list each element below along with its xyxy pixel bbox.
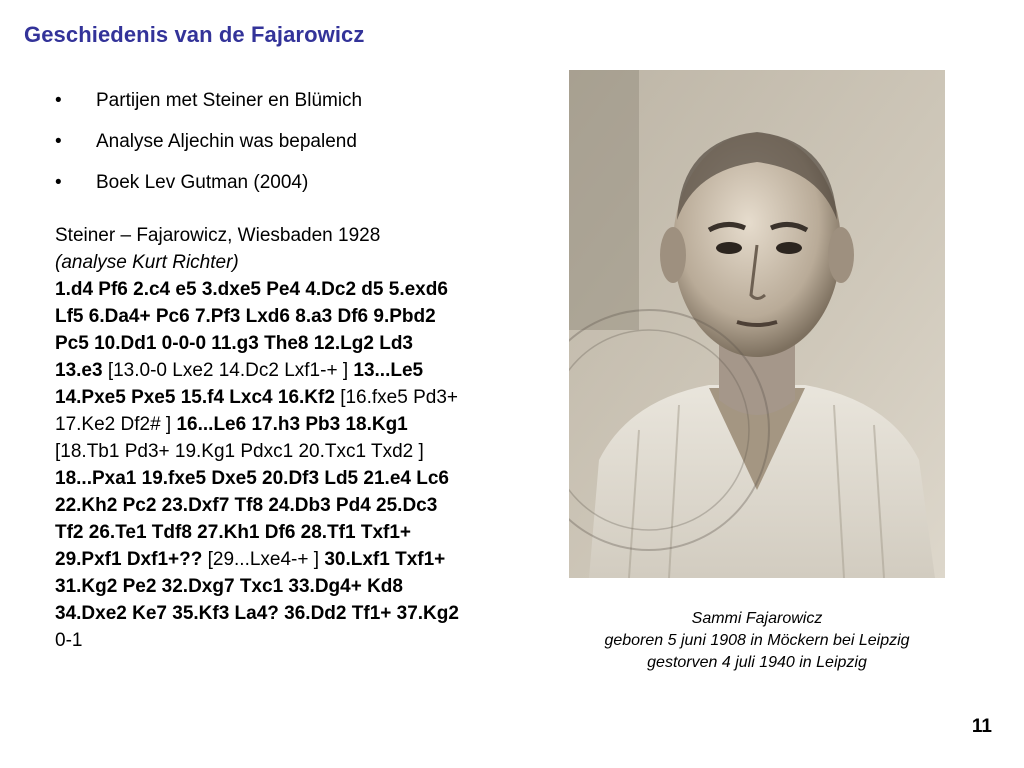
variation: [18.Tb1 Pd3+ 19.Kg1 Pdxc1 20.Txc1 Txd2 ] [55, 441, 424, 462]
bullet-text: Partijen met Steiner en Blümich [96, 90, 363, 111]
main-line-moves: 30.Lxf1 Txf1+ 31.Kg2 Pe2 32.Dxg7 Txc1 33.Dg4+ Kd8 34.Dxe2 Ke7 35.Kf3 La4? 36.Dd2 Tf1+ 37.Kg2 [55, 549, 459, 624]
bullet-list [55, 88, 362, 211]
game-notation [55, 222, 465, 654]
variation: [13.0-0 Lxe2 14.Dc2 Lxf1-+ ] [102, 360, 354, 381]
bullet-dot-icon: • [55, 90, 62, 111]
photo-caption [556, 608, 958, 674]
caption-name: Sammi Fajarowicz [691, 610, 823, 627]
game-heading: Steiner – Fajarowicz, Wiesbaden 1928 [55, 225, 381, 246]
bullet-item [55, 88, 362, 129]
variation: [29...Lxe4-+ ] [202, 549, 320, 570]
main-line-moves: 16...Le6 17.h3 Pb3 18.Kg1 [176, 414, 408, 435]
main-line-moves: 18...Pxa1 19.fxe5 Dxe5 20.Df3 Ld5 21.e4 Lc6 22.Kh2 Pc2 23.Dxf7 Tf8 24.Db3 Pd4 25.Dc3 Tf2 26.Te1 Tdf8 27.Kh1 Df6 28.Tf1 Txf1+ 29.Pxf1 Dxf1+?? [55, 468, 449, 570]
main-line-moves: 13...Le5 14.Pxe5 Pxe5 15.f4 Lxc4 16.Kf2 [55, 360, 424, 408]
variation: [16.fxe5 Pd3+ 17.Ke2 Df2# ] [55, 387, 458, 435]
bullet-text: Boek Lev Gutman (2004) [96, 172, 309, 193]
bullet-dot-icon: • [55, 131, 62, 152]
slide-title: Geschiedenis van de Fajarowicz [24, 22, 365, 47]
bullet-item [55, 129, 362, 170]
portrait-illustration [569, 70, 945, 578]
bullet-item [55, 170, 362, 211]
bullet-dot-icon: • [55, 172, 62, 193]
portrait-photo [569, 70, 945, 578]
caption-born: geboren 5 juni 1908 in Möckern bei Leipzig [604, 632, 910, 649]
main-line-moves: 1.d4 Pf6 2.c4 e5 3.dxe5 Pe4 4.Dc2 d5 5.exd6 Lf5 6.Da4+ Pc6 7.Pf3 Lxd6 8.a3 Df6 9.Pbd2 Pc5 10.Dd1 0-0-0 11.g3 The8 12.Lg2 Ld3 13.e3 [55, 279, 448, 381]
game-result: 0-1 [55, 630, 83, 651]
bullet-text: Analyse Aljechin was bepalend [96, 131, 357, 152]
game-analysis-credit: (analyse Kurt Richter) [55, 252, 239, 273]
caption-died: gestorven 4 juli 1940 in Leipzig [647, 654, 867, 671]
game-moves [55, 276, 465, 654]
page-number: 11 [971, 716, 992, 737]
